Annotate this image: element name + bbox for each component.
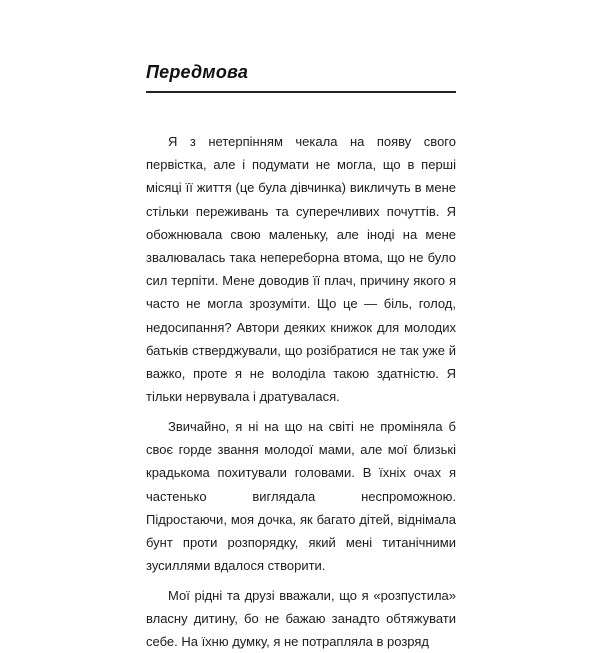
heading-underline xyxy=(146,91,456,93)
paragraph-1: Я з нетерпінням чекала на появу свого первістка, але і подумати не могла, що в перші місяці її життя (це була дівчинка) викличуть в мене стільки переживань та суперечливих почуттів. Я обожнювала свою маленьку, але іноді на мене звалювалась така непереборна втома, що не було сил терпіти. Мене доводив її плач, причину якого я часто не могла зрозуміти. Що це — біль, голод, недосипання? Автори деяких книжок для молодих батьків стверджували, що розібратися не так уже й важко, проте я не володіла такою здатністю. Я тільки нервувала і дратувалася. xyxy=(146,134,456,405)
chapter-heading: Передмова xyxy=(146,62,249,82)
paragraph-2: Звичайно, я ні на що на світі не проміняла б своє горде звання молодої мами, але мої близькі крадькома похитували головами. В їхніх очах я частенько виглядала неспроможною. Підростаючи, моя дочка, як багато дітей, віднімала бунт проти розпорядку, який мені титанічними зусиллями вдалося створити. xyxy=(146,418,456,574)
body-text xyxy=(146,130,456,653)
paragraph-3: Мої рідні та друзі вважали, що я «розпустила» власну дитину, бо не бажаю занадто обтяжувати себе. На їхню думку, я не потрапляла в розряд xyxy=(146,587,456,650)
